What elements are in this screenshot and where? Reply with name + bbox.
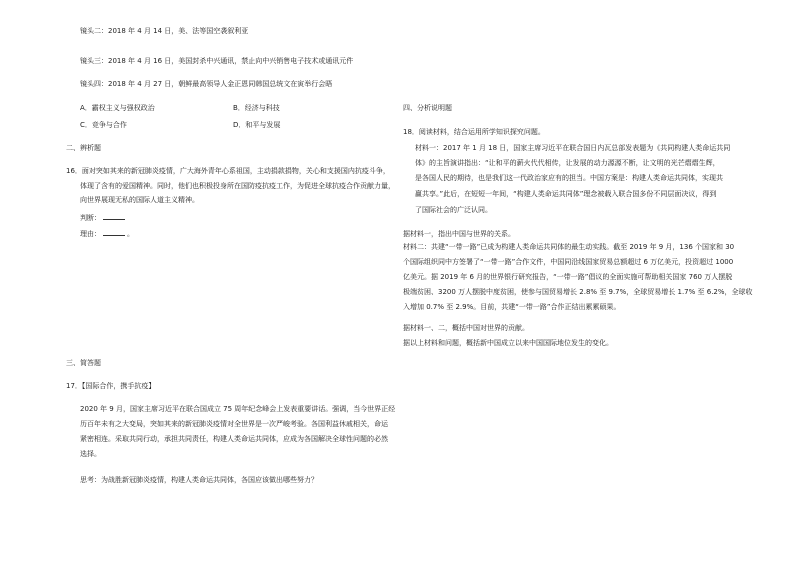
scene-3-text: 镜头三：2018 年 4 月 16 日，美国封杀中兴通讯，禁止向中兴销售电子技术或通讯元件: [80, 57, 354, 65]
option-a: A．霸权主义与强权政治: [80, 104, 155, 112]
q18-question-1: 据材料一，指出中国与世界的关系。: [403, 230, 515, 238]
q17-title: 17．【国际合作，携手抗疫】: [66, 382, 156, 390]
q18-title: 18．阅读材料，结合运用所学知识探究问题。: [403, 128, 545, 136]
material-2-line-4: 极端贫困、3200 万人摆脱中度贫困，使参与国贸易增长 2.8% 至 9.7%，全球贸易增长 1.7% 至 6.2%，全球收: [403, 288, 753, 296]
q16-judge: [80, 213, 127, 223]
material-1-line-3: 是各国人民的期待，也是我们这一代政治家应有的担当。中国方案是：构建人类命运共同体，实现共: [415, 174, 723, 182]
scene-4-text: 镜头四：2018 年 4 月 27 日，朝鲜最高领导人金正恩同韩国总统文在寅举行会晤: [80, 80, 333, 88]
reason-end: 。: [127, 230, 134, 238]
material-1-line-2: 体》的主旨演讲指出：“让和平的薪火代代相传，让发展的动力源源不断，让文明的光芒熠熠生辉，: [415, 159, 720, 167]
section-4-heading: 四、分析说明题: [403, 104, 452, 112]
judge-label: 判断：: [80, 214, 101, 222]
material-2-line-5: 入增加 0.7% 至 2.9%。目前，共建“一带一路”合作正结出累累硕果。: [403, 303, 621, 311]
q17-paragraph-line-1: 2020 年 9 月，国家主席习近平在联合国成立 75 周年纪念峰会上发表重要讲话。强调，当今世界正经: [80, 405, 396, 413]
reason-label: 理由：: [80, 230, 101, 238]
option-d: D．和平与发展: [233, 121, 281, 129]
q17-paragraph-line-2: 历百年未有之大变局，突如其来的新冠肺炎疫情对全世界是一次严峻考验。各国利益休戚相关，命运: [80, 420, 388, 428]
material-1-line-4: 赢共享。”此后，在短短一年间，“构建人类命运共同体”理念被载入联合国多份不同层面决议，得到: [415, 190, 717, 198]
scene-2-text: 镜头二：2018 年 4 月 14 日，美、法等国空袭叙利亚: [80, 27, 249, 35]
q18-question-3: 据以上材料和问题，概括新中国成立以来中国国际地位发生的变化。: [403, 339, 613, 347]
material-2-line-1: 材料二：共建“一带一路”已成为构建人类命运共同体的最生动实践。截至 2019 年 9 月，136 个国家和 30: [403, 243, 735, 251]
reason-answer-blank[interactable]: [103, 229, 125, 236]
q16-line-3: 向世界展现无私的国际人道主义精神。: [80, 196, 199, 204]
option-c: C．竞争与合作: [80, 121, 127, 129]
section-3-heading: 三、简答题: [66, 359, 101, 367]
q16-reason: [80, 229, 134, 239]
material-1-line-1: 材料一：2017 年 1 月 18 日，国家主席习近平在联合国日内瓦总部发表题为《共同构建人类命运共同: [415, 144, 731, 152]
option-b: B．经济与科技: [233, 104, 280, 112]
q17-think: 思考：为战胜新冠肺炎疫情，构建人类命运共同体，各国应该做出哪些努力？: [80, 476, 318, 484]
q17-paragraph-line-3: 紧密相连。采取共同行动，承担共同责任，构建人类命运共同体，应成为各国解决全球性问题的必然: [80, 435, 388, 443]
material-1-line-5: 了国际社会的广泛认同。: [415, 206, 492, 214]
judge-answer-blank[interactable]: [103, 213, 125, 220]
material-2-line-3: 亿美元。据 2019 年 6 月的世界银行研究报告，“一带一路”倡议的全面实施可帮助相关国家 760 万人摆脱: [403, 273, 733, 281]
q17-paragraph-line-4: 选择。: [80, 450, 101, 458]
q18-question-2: 据材料一、二，概括中国对世界的贡献。: [403, 324, 529, 332]
material-2-line-2: 个国际组织同中方签署了“一带一路”合作文件，中国同沿线国家贸易总额超过 6 万亿美元，投资超过 1000: [403, 258, 734, 266]
q16-line-2: 体现了含有的爱国精神。同时，他们也积极投身所在国防疫抗疫工作，为促进全球抗疫合作贡献力量，: [80, 182, 395, 190]
section-2-heading: 二、辨析题: [66, 144, 101, 152]
q16-line-1: 16．面对突如其来的新冠肺炎疫情，广大海外青年心系祖国，主动捐款捐物，关心和支援国内抗疫斗争，: [66, 167, 390, 175]
